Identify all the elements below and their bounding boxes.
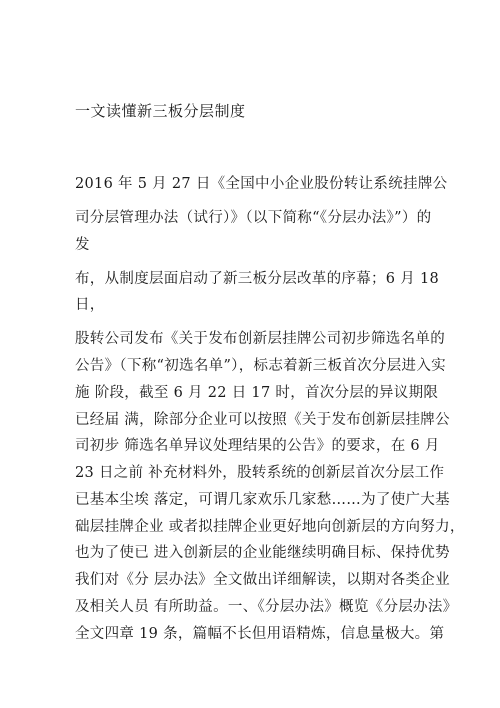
text-line: 及相关人员 有所助益。一、《分层办法》概览《分层办法》: [75, 599, 458, 615]
text-line: 已基本尘埃 落定，可谓几家欢乐几家愁……为了使广大基: [75, 492, 450, 508]
text-line: 2016 年 5 月 27 日《全国中小企业股份转让系统挂牌公: [75, 176, 448, 192]
text-line: 全文四章 19 条，篇幅不长但用语精炼，信息量极大。第: [75, 626, 445, 642]
text-line: 布，从制度层面启动了新三板分层改革的序幕；6 月 18: [75, 271, 439, 287]
text-line: 础层挂牌企业 或者拟挂牌企业更好地向创新层的方向努力，: [75, 519, 465, 535]
text-line: 也为了使已 进入创新层的企业能继续明确目标、保持优势: [75, 545, 450, 561]
document-title: 一文读懂新三板分层制度: [75, 102, 246, 120]
text-line: 司初步 筛选名单异议处理结果的公告》的要求，在 6 月: [75, 438, 440, 454]
text-line: 施 阶段，截至 6 月 22 日 17 时，首次分层的异议期限: [75, 385, 439, 401]
text-line: 股转公司发布《关于发布创新层挂牌公司初步筛选名单的: [75, 331, 445, 347]
text-line: 公告》（下称“初选名单”），标志着新三板首次分层进入实: [75, 358, 446, 374]
text-line: 我们对《分 层办法》全文做出详细解读，以期对各类企业: [75, 572, 450, 588]
text-line: 已经届 满，除部分企业可以按照《关于发布创新层挂牌公: [75, 412, 450, 428]
text-line: 日，: [75, 297, 105, 313]
text-line: 23 日之前 补充材料外，股转系统的创新层首次分层工作: [75, 465, 445, 481]
text-line: 司分层管理办法（试行）》（以下简称“《分层办法》”）的: [75, 210, 432, 226]
text-line: 发: [75, 237, 90, 253]
